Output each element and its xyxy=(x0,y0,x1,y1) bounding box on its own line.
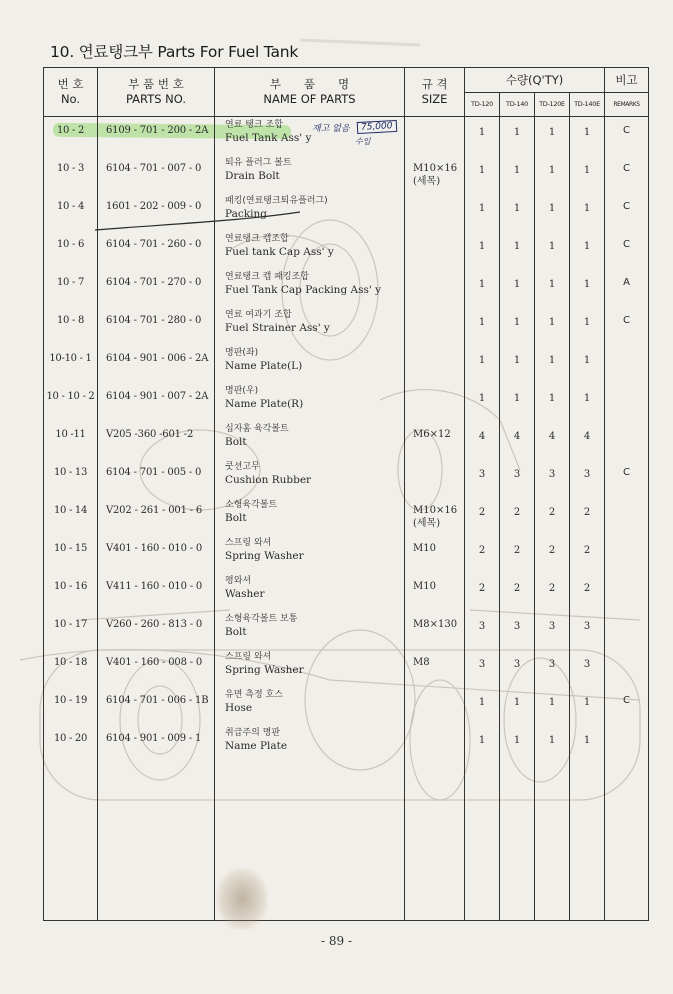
part-number-cell: 1601 - 202 - 009 - 0 xyxy=(98,193,215,231)
header-size xyxy=(405,68,465,117)
part-index-cell: 10 - 8 xyxy=(44,307,98,345)
part-size-text: M10×16 xyxy=(413,163,458,174)
part-name-korean: 연료탱크 캡조합 xyxy=(225,234,289,244)
part-name-cell xyxy=(215,687,405,725)
part-name-english: Name Plate(R) xyxy=(225,397,304,410)
remarks-cell xyxy=(605,725,649,763)
remarks-cell xyxy=(605,421,649,459)
quantity-cell: 1 xyxy=(535,117,570,156)
header-remarks-ko: 비고 xyxy=(605,68,649,93)
header-no-en: No. xyxy=(60,92,81,106)
part-name-korean: 퇴유 플러그 볼트 xyxy=(225,158,292,168)
part-name-korean: 연료탱크 캡 패킹조합 xyxy=(225,272,309,282)
quantity-cell: 1 xyxy=(570,725,605,763)
quantity-cell: 2 xyxy=(535,535,570,573)
quantity-cell: 3 xyxy=(500,649,535,687)
quantity-cell: 4 xyxy=(570,421,605,459)
quantity-cell: 1 xyxy=(570,687,605,725)
part-size-cell xyxy=(405,345,465,383)
quantity-cell: 1 xyxy=(535,345,570,383)
part-size-cell xyxy=(405,535,465,573)
part-number-cell: V260 - 260 - 813 - 0 xyxy=(98,611,215,649)
table-row xyxy=(44,725,649,763)
header-parts-no xyxy=(98,68,215,117)
part-name-korean: 평와셔 xyxy=(225,576,252,586)
quantity-cell: 3 xyxy=(465,459,500,497)
part-size-cell xyxy=(405,421,465,459)
quantity-cell: 3 xyxy=(535,649,570,687)
empty-cell xyxy=(500,763,535,921)
header-name xyxy=(215,68,405,117)
empty-cell xyxy=(535,763,570,921)
part-name-english: Name Plate(L) xyxy=(225,359,303,372)
part-name-cell xyxy=(215,345,405,383)
part-name-english: Hose xyxy=(225,701,253,714)
quantity-cell: 2 xyxy=(465,535,500,573)
header-size-en: SIZE xyxy=(421,92,448,106)
part-name-english: Packing xyxy=(225,207,267,220)
part-index-cell: 10-10 - 1 xyxy=(44,345,98,383)
header-qty-model: TD-140 xyxy=(500,93,535,117)
part-name-korean: 쿳션고무 xyxy=(225,462,260,472)
part-name-cell xyxy=(215,383,405,421)
quantity-cell: 1 xyxy=(500,383,535,421)
page-number: - 89 - xyxy=(320,934,352,948)
quantity-cell: 2 xyxy=(570,573,605,611)
empty-cell xyxy=(605,763,649,921)
quantity-cell: 1 xyxy=(570,307,605,345)
part-name-english: Washer xyxy=(225,587,265,600)
part-size-text: M6×12 xyxy=(413,429,451,440)
remarks-cell: C xyxy=(605,193,649,231)
quantity-cell: 1 xyxy=(535,155,570,193)
remarks-cell: C xyxy=(605,459,649,497)
part-index-cell: 10 - 7 xyxy=(44,269,98,307)
part-name-english: Fuel tank Cap Ass' y xyxy=(225,245,334,258)
quantity-cell: 1 xyxy=(465,345,500,383)
table-row xyxy=(44,649,649,687)
table-row xyxy=(44,535,649,573)
part-name-cell xyxy=(215,725,405,763)
part-size-cell xyxy=(405,649,465,687)
part-size-cell xyxy=(405,687,465,725)
part-number-cell: 6104 - 701 - 260 - 0 xyxy=(98,231,215,269)
part-number-cell: 6104 - 701 - 006 - 1B xyxy=(98,687,215,725)
quantity-cell: 1 xyxy=(465,155,500,193)
quantity-cell: 3 xyxy=(570,459,605,497)
part-name-english: Bolt xyxy=(225,625,247,638)
part-name-cell xyxy=(215,573,405,611)
empty-cell xyxy=(570,763,605,921)
part-number-cell: V205 -360 -601 -2 xyxy=(98,421,215,459)
quantity-cell: 2 xyxy=(570,535,605,573)
quantity-cell: 1 xyxy=(570,345,605,383)
empty-cell xyxy=(405,763,465,921)
part-name-korean: 연료 여과기 조합 xyxy=(225,310,292,320)
table-row xyxy=(44,573,649,611)
empty-cell xyxy=(465,763,500,921)
quantity-cell: 2 xyxy=(465,497,500,535)
quantity-cell: 1 xyxy=(535,725,570,763)
header-qty-model: TD-140E xyxy=(570,93,605,117)
table-row xyxy=(44,421,649,459)
table-row xyxy=(44,193,649,231)
part-number-cell: 6104 - 901 - 009 - 1 xyxy=(98,725,215,763)
part-name-korean: 스프링 와셔 xyxy=(225,652,272,662)
quantity-cell: 1 xyxy=(500,193,535,231)
part-name-english: Bolt xyxy=(225,435,247,448)
handwritten-note: 수입 xyxy=(355,137,371,146)
header-no-ko: 번 호 xyxy=(57,77,84,91)
header-qty-model: TD-120 xyxy=(465,93,500,117)
quantity-cell: 1 xyxy=(500,155,535,193)
table-row xyxy=(44,269,649,307)
part-number-cell: V411 - 160 - 010 - 0 xyxy=(98,573,215,611)
header-qty-model: TD-120E xyxy=(535,93,570,117)
quantity-cell: 1 xyxy=(535,687,570,725)
part-name-cell xyxy=(215,459,405,497)
part-index-cell: 10 - 13 xyxy=(44,459,98,497)
part-size-text: (세목) xyxy=(413,175,441,187)
quantity-cell: 2 xyxy=(535,573,570,611)
table-row xyxy=(44,497,649,535)
part-size-cell xyxy=(405,231,465,269)
quantity-cell: 3 xyxy=(465,611,500,649)
remarks-cell xyxy=(605,573,649,611)
quantity-cell: 1 xyxy=(465,269,500,307)
part-size-cell xyxy=(405,269,465,307)
smudge-stain xyxy=(216,868,268,930)
quantity-cell: 1 xyxy=(500,269,535,307)
remarks-cell: C xyxy=(605,155,649,193)
part-size-text: M10×16 xyxy=(413,505,458,516)
quantity-cell: 1 xyxy=(570,155,605,193)
quantity-cell: 3 xyxy=(570,611,605,649)
header-size-ko: 규 격 xyxy=(421,77,448,91)
quantity-cell: 1 xyxy=(465,725,500,763)
quantity-cell: 1 xyxy=(570,231,605,269)
part-name-english: Fuel Strainer Ass' y xyxy=(225,321,330,334)
header-parts-no-ko: 부 품 번 호 xyxy=(128,77,184,91)
part-name-english: Spring Washer xyxy=(225,549,304,562)
part-index-cell: 10 - 16 xyxy=(44,573,98,611)
table-row xyxy=(44,345,649,383)
empty-cell xyxy=(98,763,215,921)
remarks-cell: C xyxy=(605,307,649,345)
table-filler-row xyxy=(44,763,649,921)
quantity-cell: 1 xyxy=(570,269,605,307)
remarks-cell xyxy=(605,497,649,535)
part-size-cell xyxy=(405,611,465,649)
part-name-korean: 소형육각볼트 xyxy=(225,500,278,510)
table-row xyxy=(44,231,649,269)
part-index-cell: 10 - 20 xyxy=(44,725,98,763)
part-name-cell xyxy=(215,231,405,269)
quantity-cell: 2 xyxy=(500,535,535,573)
table-row xyxy=(44,459,649,497)
part-name-korean: 유면 측정 호스 xyxy=(225,690,283,700)
table-row xyxy=(44,155,649,193)
quantity-cell: 3 xyxy=(535,611,570,649)
quantity-cell: 1 xyxy=(535,307,570,345)
quantity-cell: 4 xyxy=(465,421,500,459)
part-name-cell xyxy=(215,155,405,193)
quantity-cell: 1 xyxy=(570,117,605,156)
part-index-cell: 10 - 17 xyxy=(44,611,98,649)
remarks-cell: C xyxy=(605,231,649,269)
header-remarks-en: REMARKS xyxy=(605,93,649,117)
part-name-english: Fuel Tank Ass' y xyxy=(225,131,312,144)
part-name-english: Bolt xyxy=(225,511,247,524)
part-name-english: Drain Bolt xyxy=(225,169,280,182)
part-name-english: Fuel Tank Cap Packing Ass' y xyxy=(225,283,382,296)
part-size-cell xyxy=(405,497,465,535)
quantity-cell: 3 xyxy=(500,459,535,497)
part-number-cell: 6104 - 701 - 007 - 0 xyxy=(98,155,215,193)
part-size-text: M8×130 xyxy=(413,619,458,630)
header-name-ko: 부 품 명 xyxy=(269,77,350,91)
part-size-text: M8 xyxy=(413,657,430,668)
part-name-korean: 취급주의 명판 xyxy=(225,728,281,738)
quantity-cell: 3 xyxy=(570,649,605,687)
handwritten-price: 75,000 xyxy=(357,120,397,134)
part-name-korean: 명판(우) xyxy=(225,386,259,396)
part-size-cell xyxy=(405,117,465,156)
quantity-cell: 1 xyxy=(465,383,500,421)
part-name-cell xyxy=(215,497,405,535)
part-name-cell xyxy=(215,269,405,307)
quantity-cell: 1 xyxy=(570,193,605,231)
part-size-text: M10 xyxy=(413,543,436,554)
part-number-cell: V401 - 160 - 010 - 0 xyxy=(98,535,215,573)
part-name-korean: 소형육각볼트 보통 xyxy=(225,614,298,624)
part-name-english: Spring Washer xyxy=(225,663,304,676)
part-size-cell xyxy=(405,459,465,497)
handwritten-note: 재고 없음 xyxy=(312,124,350,134)
part-size-cell xyxy=(405,155,465,193)
part-index-cell: 10 - 18 xyxy=(44,649,98,687)
part-index-cell: 10 - 15 xyxy=(44,535,98,573)
part-name-korean: 십자홈 육각볼트 xyxy=(225,424,289,434)
quantity-cell: 1 xyxy=(535,193,570,231)
quantity-cell: 3 xyxy=(465,649,500,687)
table-row xyxy=(44,307,649,345)
part-size-cell xyxy=(405,307,465,345)
part-size-text: (세목) xyxy=(413,517,441,529)
quantity-cell: 1 xyxy=(500,687,535,725)
quantity-cell: 1 xyxy=(500,725,535,763)
quantity-cell: 1 xyxy=(465,687,500,725)
page-title: 10. 연료탱크부 Parts For Fuel Tank xyxy=(50,43,299,61)
part-name-korean: 명판(좌) xyxy=(225,348,259,358)
remarks-cell: C xyxy=(605,687,649,725)
part-index-cell: 10 - 14 xyxy=(44,497,98,535)
part-index-cell: 10 -11 xyxy=(44,421,98,459)
quantity-cell: 1 xyxy=(465,231,500,269)
part-name-korean: 스프링 와셔 xyxy=(225,538,272,548)
quantity-cell: 1 xyxy=(570,383,605,421)
quantity-cell: 1 xyxy=(535,383,570,421)
header-name-en: NAME OF PARTS xyxy=(263,92,356,106)
quantity-cell: 3 xyxy=(535,459,570,497)
empty-cell xyxy=(44,763,98,921)
part-number-cell: 6104 - 901 - 006 - 2A xyxy=(98,345,215,383)
part-number-cell: 6104 - 701 - 005 - 0 xyxy=(98,459,215,497)
part-size-cell xyxy=(405,725,465,763)
part-size-cell xyxy=(405,383,465,421)
quantity-cell: 1 xyxy=(465,307,500,345)
remarks-cell xyxy=(605,649,649,687)
quantity-cell: 2 xyxy=(500,497,535,535)
parts-rows xyxy=(44,117,649,921)
part-size-cell xyxy=(405,193,465,231)
table-row xyxy=(44,611,649,649)
part-number-cell: 6104 - 901 - 007 - 2A xyxy=(98,383,215,421)
part-number-cell: 6109 - 701 - 200 - 2A xyxy=(98,117,215,156)
part-name-english: Cushion Rubber xyxy=(225,473,312,486)
part-name-korean: 연료 탱크 조합 xyxy=(225,120,283,130)
part-name-cell xyxy=(215,421,405,459)
remarks-cell xyxy=(605,611,649,649)
part-name-english: Name Plate xyxy=(225,739,288,752)
header-parts-no-en: PARTS NO. xyxy=(125,92,187,106)
quantity-cell: 1 xyxy=(500,117,535,156)
part-index-cell: 10 - 3 xyxy=(44,155,98,193)
part-name-cell xyxy=(215,535,405,573)
part-index-cell: 10 - 19 xyxy=(44,687,98,725)
quantity-cell: 1 xyxy=(535,269,570,307)
part-number-cell: V202 - 261 - 001 - 6 xyxy=(98,497,215,535)
remarks-cell xyxy=(605,383,649,421)
part-number-cell: 6104 - 701 - 280 - 0 xyxy=(98,307,215,345)
part-number-cell: 6104 - 701 - 270 - 0 xyxy=(98,269,215,307)
part-name-cell xyxy=(215,611,405,649)
part-size-text: M10 xyxy=(413,581,436,592)
part-index-cell: 10 - 6 xyxy=(44,231,98,269)
table-row xyxy=(44,687,649,725)
header-no xyxy=(44,68,98,117)
quantity-cell: 1 xyxy=(500,307,535,345)
header-qty: 수량(Q'TY) xyxy=(465,68,605,93)
part-number-cell: V401 - 160 - 008 - 0 xyxy=(98,649,215,687)
quantity-cell: 2 xyxy=(465,573,500,611)
remarks-cell: C xyxy=(605,117,649,156)
part-index-cell: 10 - 10 - 2 xyxy=(44,383,98,421)
quantity-cell: 1 xyxy=(535,231,570,269)
quantity-cell: 1 xyxy=(500,345,535,383)
quantity-cell: 1 xyxy=(465,193,500,231)
part-name-cell xyxy=(215,307,405,345)
remarks-cell xyxy=(605,535,649,573)
quantity-cell: 2 xyxy=(535,497,570,535)
quantity-cell: 2 xyxy=(500,573,535,611)
quantity-cell: 4 xyxy=(500,421,535,459)
remarks-cell: A xyxy=(605,269,649,307)
part-name-korean: 패킹(연료탱크퇴유플러그) xyxy=(225,196,328,206)
table-row xyxy=(44,383,649,421)
quantity-cell: 4 xyxy=(535,421,570,459)
part-name-cell xyxy=(215,193,405,231)
quantity-cell: 2 xyxy=(570,497,605,535)
quantity-cell: 1 xyxy=(500,231,535,269)
parts-table xyxy=(43,67,649,921)
part-size-cell xyxy=(405,573,465,611)
part-index-cell: 10 - 4 xyxy=(44,193,98,231)
remarks-cell xyxy=(605,345,649,383)
quantity-cell: 1 xyxy=(465,117,500,156)
part-index-cell: 10 - 2 xyxy=(44,117,98,156)
part-name-cell xyxy=(215,649,405,687)
quantity-cell: 3 xyxy=(500,611,535,649)
